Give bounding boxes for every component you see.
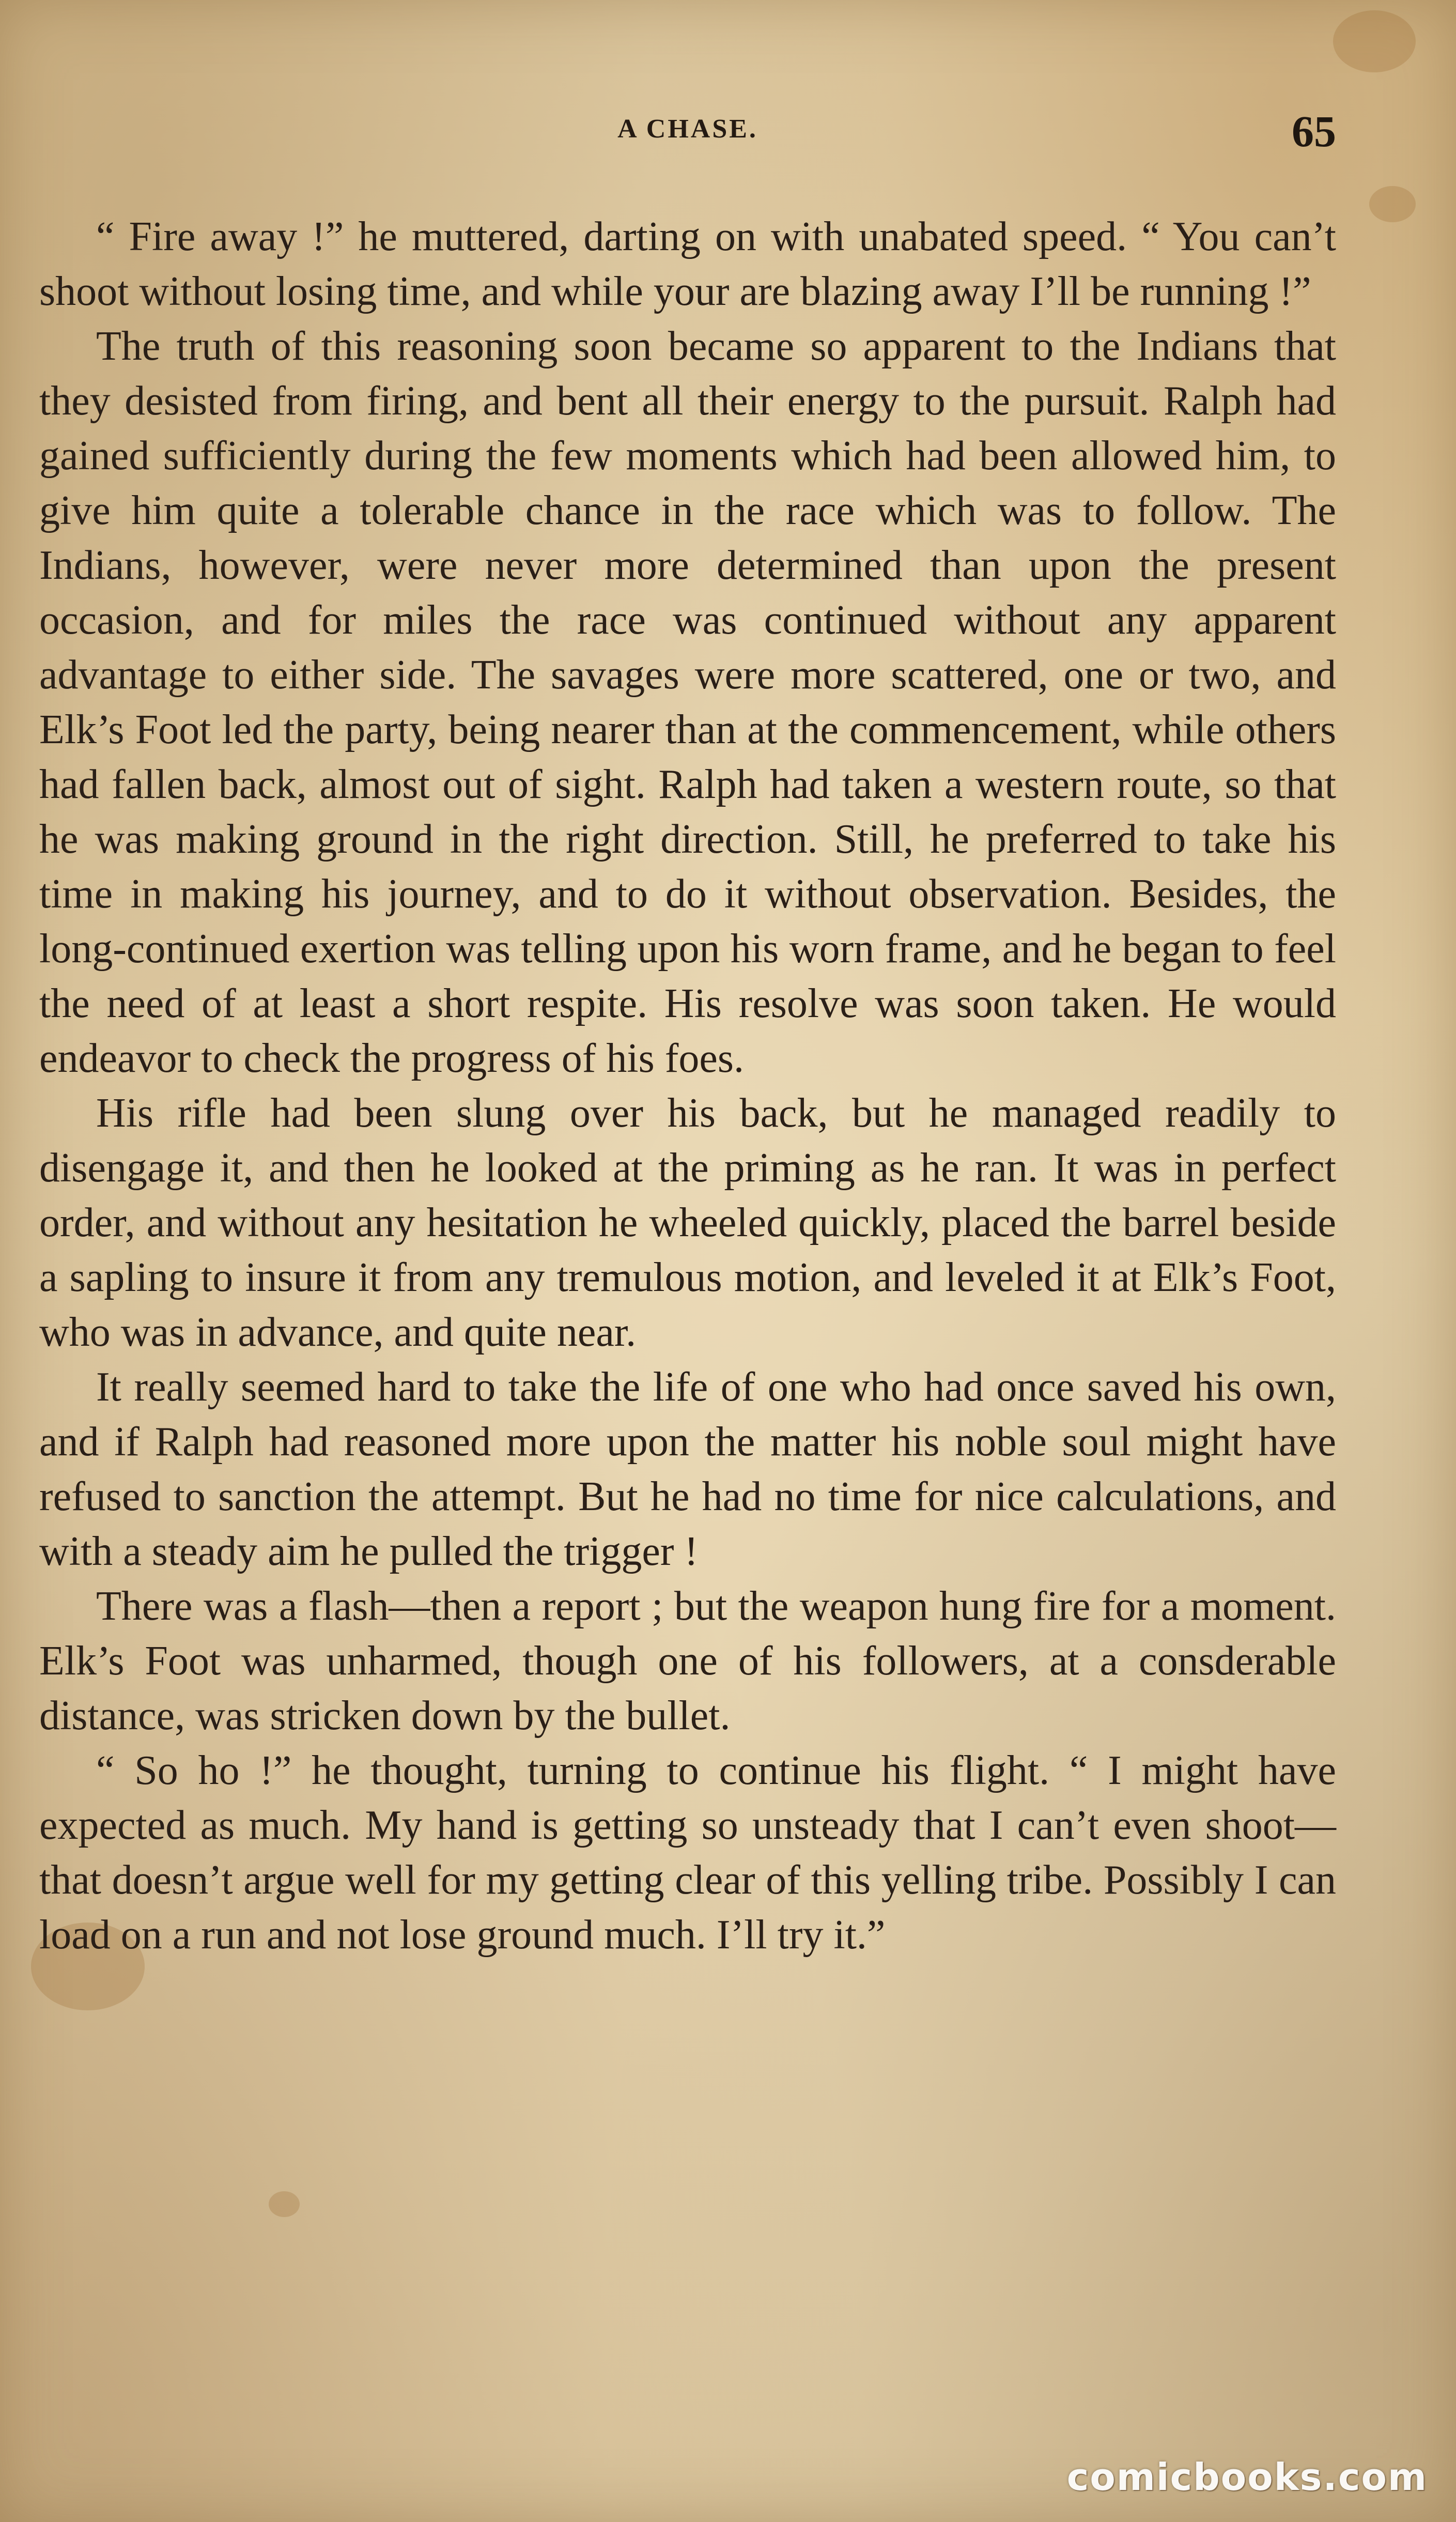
paper-stain — [269, 2191, 300, 2217]
body-text — [39, 209, 1336, 1962]
paper-stain — [1369, 186, 1416, 222]
paragraph: The truth of this reasoning soon became so apparent to the Indians that they desisted from firing, and bent all their energy to the pursuit. Ralph had gained sufficiently during the few moments which had been allowed him, to give him quite a tolerable chance in the race which was to follow. The Indians, however, were never more determined than upon the present occasion, and for miles the race was continued without any apparent advantage to either side. The savages were more scattered, one or two, and Elk’s Foot led the party, being nearer than at the commencement, while others had fallen back, almost out of sight. Ralph had taken a western route, so that he was making ground in the right direction. Still, he preferred to take his time in making his journey, and to do it without observation. Besides, the long-continued exertion was telling upon his worn frame, and he began to feel the need of at least a short respite. His resolve was soon taken. He would endeavor to check the progress of his foes. — [39, 324, 1336, 1081]
paragraph: There was a flash—then a report ; but the weapon hung fire for a moment. Elk’s Foot was unharmed, though one of his followers, at a consderable distance, was stricken down by the bullet. — [39, 1583, 1336, 1739]
paragraph: “ So ho !” he thought, turning to continue his flight. “ I might have expected as much. My hand is getting so unsteady that I can’t even shoot—that doesn’t argue well for my getting clear of this yelling tribe. Possibly I can load on a run and not lose ground much. I’ll try it.” — [39, 1748, 1336, 1958]
watermark: comicbooks.com — [1066, 2455, 1428, 2499]
paragraph: “ Fire away !” he muttered, darting on with unabated speed. “ You can’t shoot without losing time, and while your are blazing away I’ll be running !” — [39, 214, 1336, 314]
page-header — [39, 98, 1336, 160]
page-number: 65 — [1292, 106, 1336, 156]
running-head: A CHASE. — [617, 114, 758, 144]
paragraph: It really seemed hard to take the life of one who had once saved his own, and if Ralph had reasoned more upon the matter his noble soul might have refused to sanction the attempt. But he had no time for nice calculations, and with a steady aim he pulled the trigger ! — [39, 1364, 1336, 1574]
paragraph: His rifle had been slung over his back, but he managed readily to disengage it, and then he looked at the priming as he ran. It was in perfect order, and without any hesitation he wheeled quickly, placed the barrel beside a sapling to insure it from any tremulous motion, and leveled it at Elk’s Foot, who was in advance, and quite near. — [39, 1090, 1336, 1355]
paper-stain — [1333, 10, 1416, 72]
